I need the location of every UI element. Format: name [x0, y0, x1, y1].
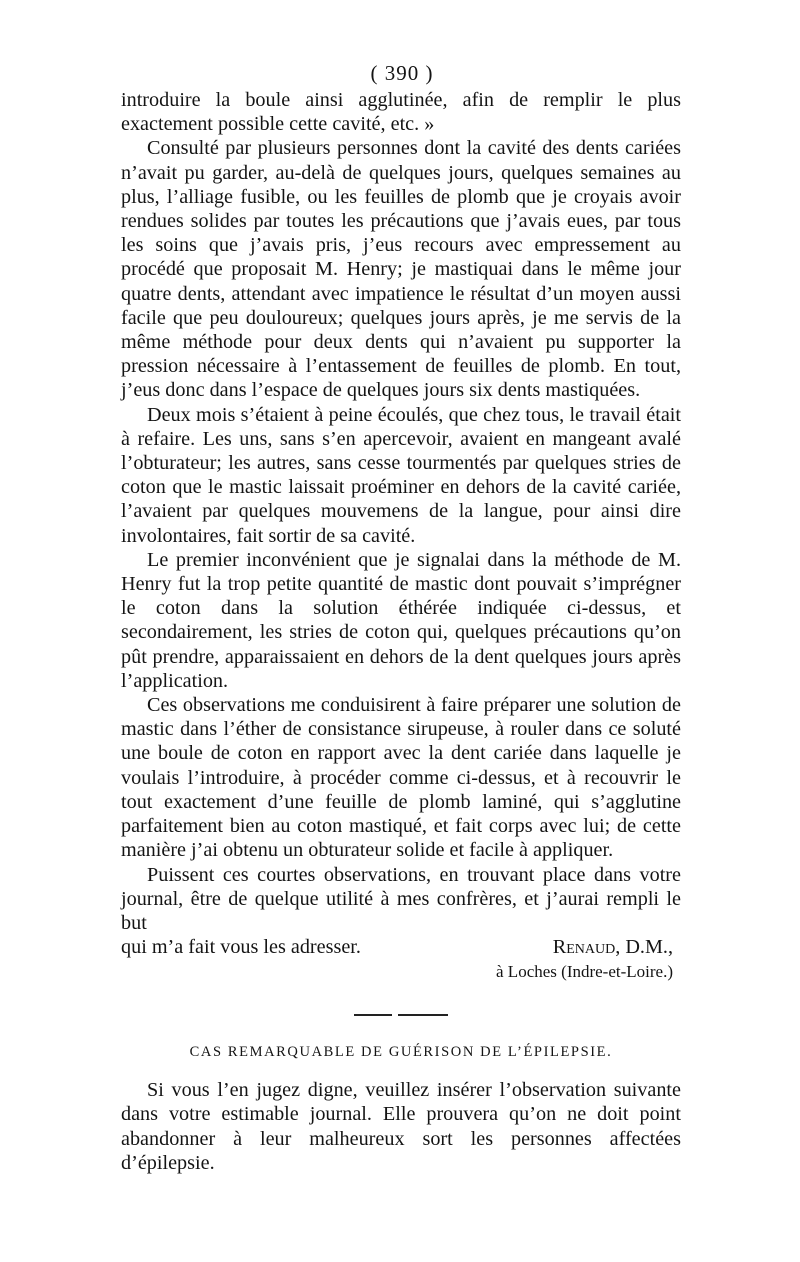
page-content	[121, 58, 681, 1175]
paragraph-1: introduire la boule ainsi agglutinée, afin de remplir le plus exactement possible cette cavité, etc. »	[121, 89, 681, 136]
signature-block	[121, 935, 681, 985]
page-number: ( 390 )	[370, 61, 434, 85]
paragraph-2: Consulté par plusieurs personnes dont la cavité des dents cariées n’avait pu garder, au-delà de quelques jours, quelques semaines au plus, l’alliage fusible, ou les feuilles de plomb que je croyais avoir rendues solides par toutes les précautions que j’avais eues, par tous les soins que j’avais pris, j’eus recours avec empressement au procédé que proposait M. Henry; je mastiquai dans le même jour quatre dents, attendant avec impatience le résultat d’un moyen aussi facile que peu douloureux; quelques jours après, je me servis de la même méthode pour deux dents qui n’avaient pu supporter la pression nécessaire à l’entassement de feuilles de plomb. En tout, j’eus donc dans l’espace de quelques jours six dents mastiquées.	[121, 137, 681, 402]
author-suffix: , D.M.,	[615, 936, 673, 959]
paragraph-4: Le premier inconvénient que je signalai dans la méthode de M. Henry fut la trop petite quantité de mastic dont pouvait s’imprégner le coton dans la solution éthérée indiquée ci-dessus, et secondairement, les stries de coton qui, quelques précautions qu’on pût prendre, apparaissaient en dehors de la dent quelques jours après l’application.	[121, 548, 681, 692]
divider-rule-right	[398, 1014, 448, 1015]
paragraph-5: Ces observations me conduisirent à faire préparer une solution de mastic dans l’éther de consistance sirupeuse, à rouler dans ce soluté une boule de coton en rapport avec la dent cariée dans laquelle je voulais l’introduire, à procéder comme ci-dessus, et à recouvrir le tout exactement d’une feuille de plomb laminé, qui s’agglutine parfaitement bien au coton mastiqué, et fait corps avec lui; de cette manière j’ai obtenu un obturateur solide et facile à appliquer.	[121, 694, 681, 862]
closing-line: qui m’a fait vous les adresser.	[121, 936, 361, 959]
section-divider	[121, 1013, 681, 1017]
paragraph-3: Deux mois s’étaient à peine écoulés, que chez tous, le travail était à refaire. Les uns, sans s’en apercevoir, avaient en mangeant avalé l’obturateur; les autres, sans cesse tourmentés par quelques stries de coton que le mastic laissait proéminer en dehors de la cavité cariée, l’avaient par quelques mouvemens de la langue, pour ainsi dire involontaires, fait sortir de sa cavité.	[121, 403, 681, 547]
section-title: CAS REMARQUABLE DE GUÉRISON DE L’ÉPILEPSIE.	[189, 1044, 613, 1061]
section-paragraph-1: Si vous l’en jugez digne, veuillez insérer l’observation suivante dans votre estimable journal. Elle prouvera qu’on ne doit point abandonner à leur malheureux sort les personnes affectées d’épilepsie.	[121, 1079, 681, 1174]
author-signature	[553, 935, 673, 959]
paragraph-6: Puissent ces courtes observations, en trouvant place dans votre journal, être de quelque utilité à mes confrères, et j’aurai rempli le but	[121, 863, 681, 934]
divider-rule-left	[354, 1014, 392, 1015]
author-name: Renaud	[552, 936, 616, 959]
author-place: à Loches (Indre-et-Loire.)	[496, 962, 673, 982]
